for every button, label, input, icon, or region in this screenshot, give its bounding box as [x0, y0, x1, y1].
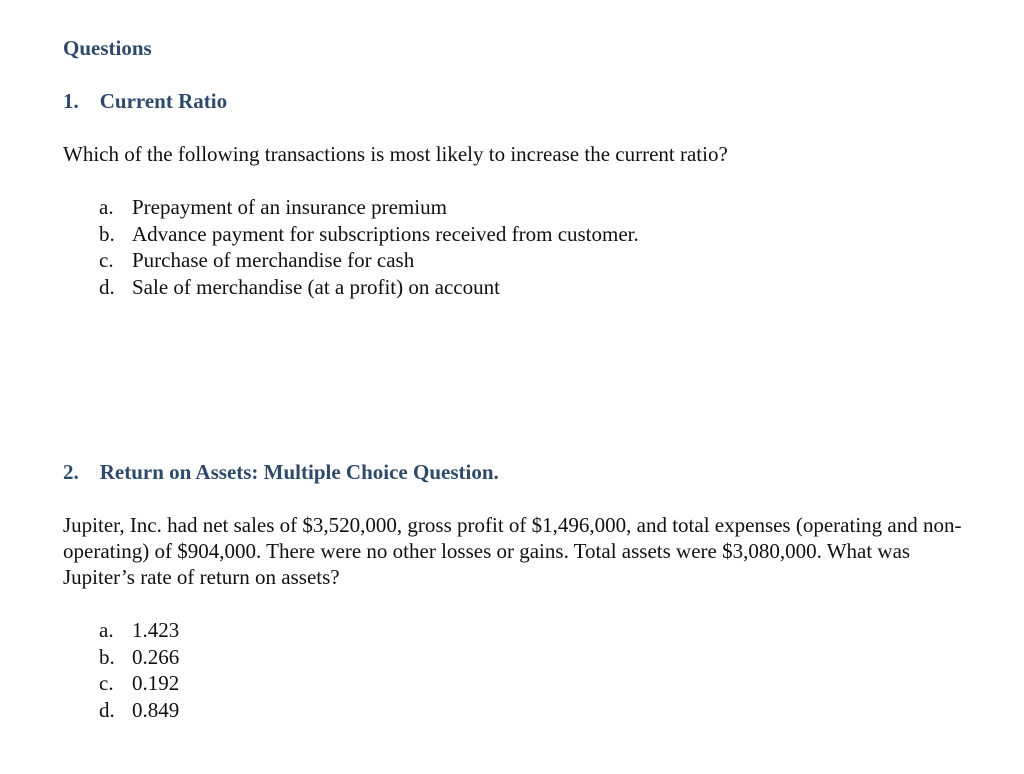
question-2-option-c[interactable] — [99, 670, 179, 697]
option-text: 0.192 — [132, 671, 180, 695]
question-2-options — [99, 617, 179, 723]
option-letter: a. — [99, 618, 114, 642]
question-2-option-a[interactable] — [99, 617, 179, 644]
option-letter: d. — [99, 697, 115, 722]
option-text: Sale of merchandise (at a profit) on account — [132, 274, 500, 299]
question-2-option-d[interactable] — [99, 697, 179, 724]
question-1-option-c[interactable] — [99, 247, 639, 274]
option-letter: b. — [99, 221, 115, 246]
option-letter: b. — [99, 644, 115, 669]
option-letter: a. — [99, 195, 114, 219]
option-text: 0.266 — [132, 644, 180, 669]
option-letter: c. — [99, 248, 114, 272]
option-text: 0.849 — [132, 697, 180, 722]
option-letter: d. — [99, 274, 115, 299]
option-letter: c. — [99, 671, 114, 695]
question-1-prompt: Which of the following transactions is most likely to increase the current ratio? — [63, 142, 728, 166]
option-text: Purchase of merchandise for cash — [132, 248, 415, 272]
option-text: 1.423 — [132, 618, 180, 642]
option-text: Prepayment of an insurance premium — [132, 195, 447, 219]
question-2-option-b[interactable] — [99, 644, 179, 671]
question-1-heading: 1. Current Ratio — [63, 89, 228, 113]
question-2-heading: 2. Return on Assets: Multiple Choice Question. — [63, 460, 499, 484]
question-1-option-d[interactable] — [99, 274, 639, 301]
question-1-option-b[interactable] — [99, 221, 639, 248]
document-title: Questions — [63, 36, 152, 60]
question-1-option-a[interactable] — [99, 194, 639, 221]
question-2-prompt: Jupiter, Inc. had net sales of $3,520,000, gross profit of $1,496,000, and total expenses (operating and non-operating) of $904,000. There were no other losses or gains. Total assets were $3,080,000. What was Jupiter’s rate of return on assets? — [63, 513, 962, 589]
option-text: Advance payment for subscriptions received from customer. — [132, 221, 639, 246]
question-1-options — [99, 194, 639, 300]
